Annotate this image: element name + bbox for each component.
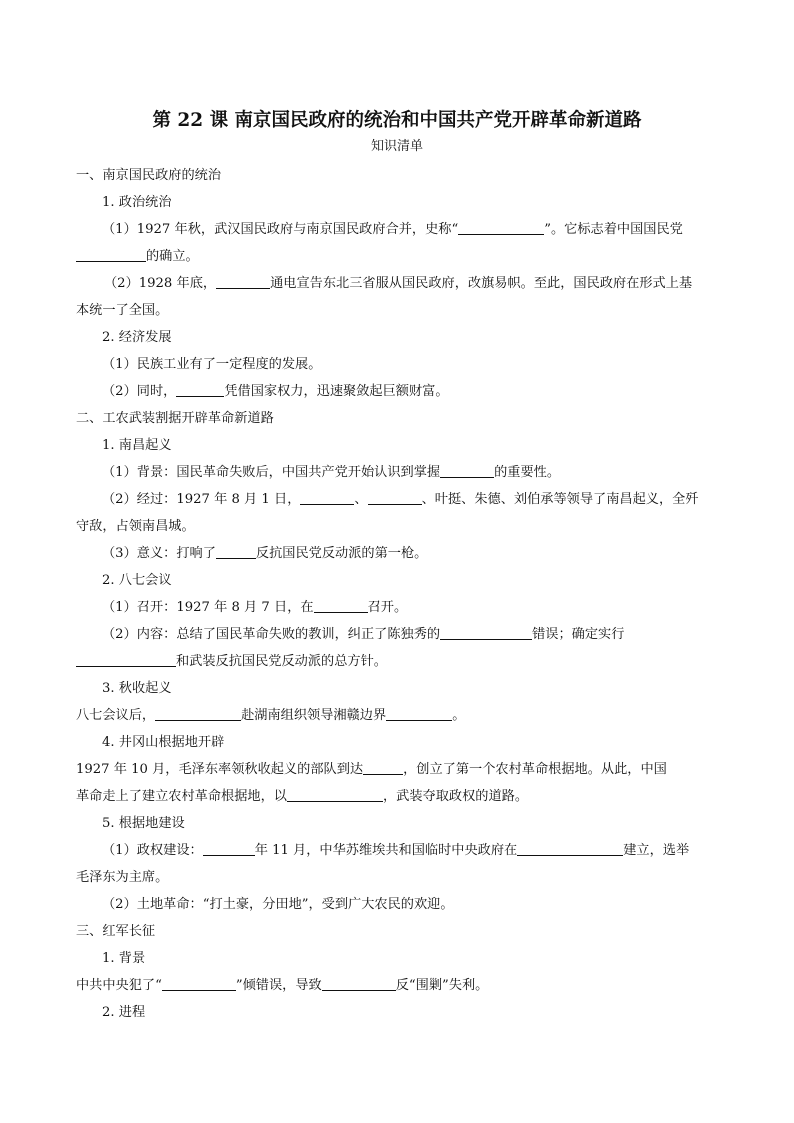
section-heading-2: 二、工农武装割据开辟革命新道路 — [76, 411, 274, 426]
paragraph: （1）背景：国民革命失败后，中国共产党开始认识到掌握 的重要性。 — [102, 465, 561, 480]
paragraph: 中共中央犯了“ ”倾错误，导致 反“围剿”失利。 — [76, 978, 489, 993]
subheading-jinggangshan: 4. 井冈山根据地开辟 — [102, 735, 225, 750]
paragraph-continuation: 和武装反抗国民党反动派的总方针。 — [76, 648, 718, 675]
fill-blank[interactable] — [155, 706, 241, 721]
fill-blank[interactable] — [176, 382, 224, 397]
subheading-economy: 2. 经济发展 — [102, 330, 172, 345]
subheading-process: 2. 进程 — [102, 1005, 146, 1020]
paragraph: （2）内容：总结了国民革命失败的教训，纠正了陈独秀的 错误；确定实行 — [102, 627, 625, 642]
fill-blank[interactable] — [386, 706, 452, 721]
paragraph: （1）召开：1927 年 8 月 7 日，在 召开。 — [102, 600, 408, 615]
section-subtitle: 知识清单 — [370, 139, 423, 154]
paragraph: （1）1927 年秋，武汉国民政府与南京国民政府合并，史称“ ”。它标志着中国国民党 — [102, 222, 683, 237]
paragraph: （2）1928 年底， 通电宣告东北三省服从国民政府，改旗易帜。至此，国民政府在形式上基 — [104, 276, 693, 291]
section-heading-1: 一、南京国民政府的统治 — [76, 168, 222, 183]
fill-blank[interactable] — [300, 490, 354, 505]
paragraph: （2）同时， 凭借国家权力，迅速聚敛起巨额财富。 — [102, 384, 449, 399]
fill-blank[interactable] — [203, 841, 255, 856]
fill-blank[interactable] — [216, 274, 270, 289]
paragraph-continuation: 革命走上了建立农村革命根据地，以 ，武装夺取政权的道路。 — [76, 789, 529, 804]
fill-blank[interactable] — [440, 625, 532, 640]
fill-blank[interactable] — [216, 544, 256, 559]
subheading-background: 1. 背景 — [102, 951, 146, 966]
paragraph: 八七会议后， 赴湖南组织领导湘赣边界 。 — [76, 708, 466, 723]
paragraph-continuation: 本统一了全国。 — [76, 303, 169, 318]
fill-blank[interactable] — [162, 976, 236, 991]
section-heading-3: 三、红军长征 — [76, 924, 156, 939]
fill-blank[interactable] — [458, 220, 544, 235]
fill-blank[interactable] — [76, 652, 176, 667]
paragraph-continuation: 守敌，占领南昌城。 — [76, 519, 195, 534]
paragraph: （3）意义：打响了 反抗国民党反动派的第一枪。 — [102, 546, 428, 561]
paragraph: （1）政权建设： 年 11 月，中华苏维埃共和国临时中央政府在 建立，选举 — [102, 843, 690, 858]
fill-blank[interactable] — [314, 598, 368, 613]
fill-blank[interactable] — [76, 247, 146, 262]
subheading-august-seventh-meeting: 2. 八七会议 — [102, 573, 172, 588]
fill-blank[interactable] — [440, 463, 494, 478]
paragraph-continuation: 的确立。 — [76, 243, 718, 270]
fill-blank[interactable] — [322, 976, 396, 991]
fill-blank[interactable] — [287, 787, 383, 802]
subheading-political-rule: 1. 政治统治 — [102, 195, 172, 210]
subheading-autumn-harvest-uprising: 3. 秋收起义 — [102, 681, 172, 696]
paragraph: 1927 年 10 月，毛泽东率领秋收起义的部队到达 ，创立了第一个农村革命根据地。从此，中国 — [76, 762, 667, 777]
fill-blank[interactable] — [368, 490, 422, 505]
paragraph: （2）经过：1927 年 8 月 1 日， 、 、叶挺、朱德、刘伯承等领导了南昌起义，全歼 — [102, 492, 699, 507]
subheading-base-construction: 5. 根据地建设 — [102, 816, 185, 831]
document-page — [76, 108, 718, 1026]
fill-blank[interactable] — [363, 760, 403, 775]
paragraph: （1）民族工业有了一定程度的发展。 — [102, 357, 322, 372]
paragraph-continuation: 毛泽东为主席。 — [76, 870, 169, 885]
lesson-title: 第 22 课 南京国民政府的统治和中国共产党开辟革命新道路 — [152, 110, 642, 131]
paragraph: （2）土地革命：“打土豪，分田地”，受到广大农民的欢迎。 — [102, 897, 454, 912]
fill-blank[interactable] — [517, 841, 623, 856]
subheading-nanchang-uprising: 1. 南昌起义 — [102, 438, 172, 453]
